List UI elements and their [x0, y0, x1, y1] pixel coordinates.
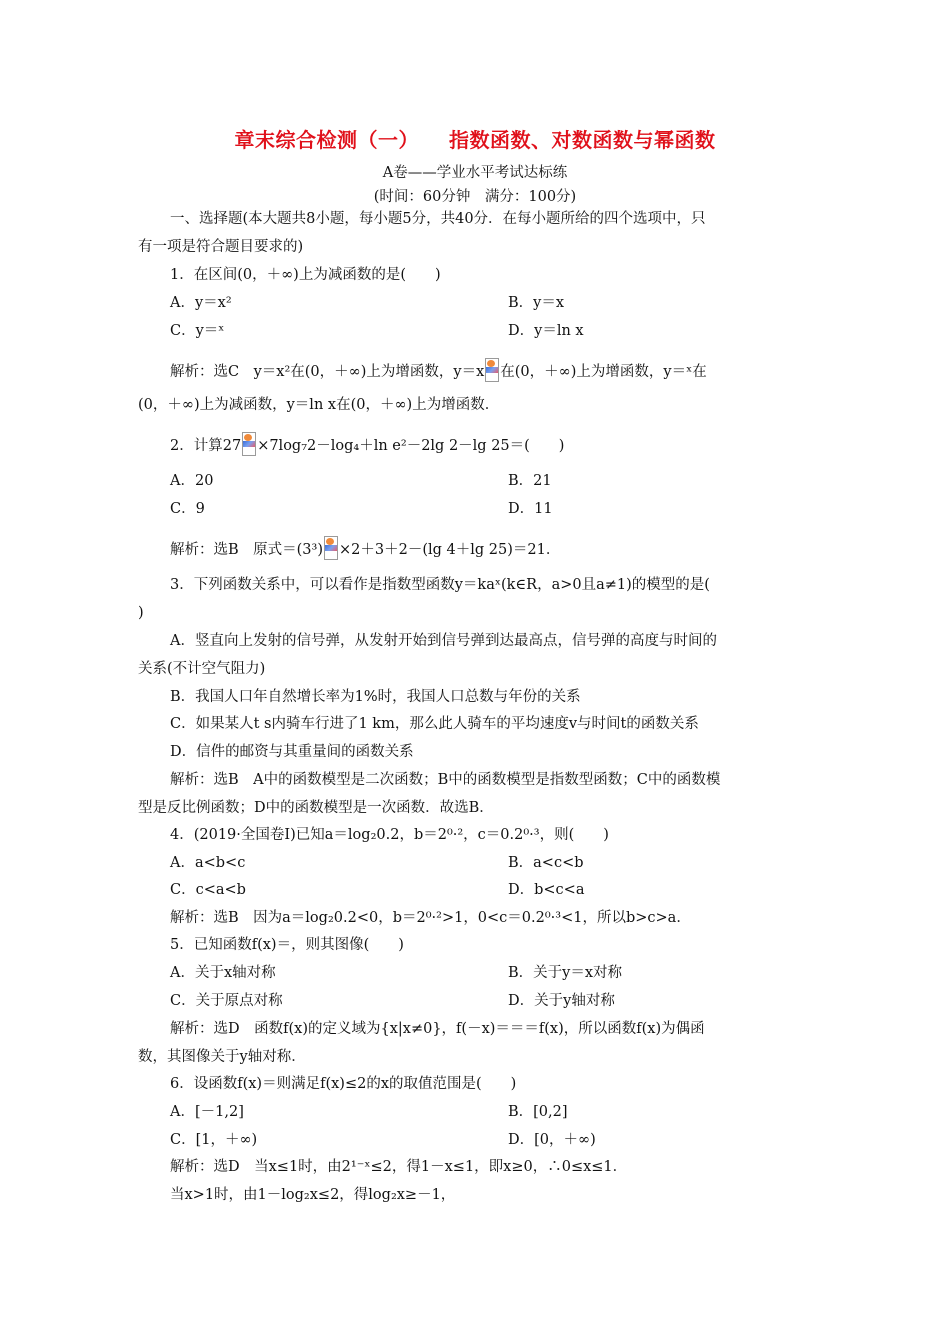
- q1-solution-part-2: 在(0，＋∞)上为增函数，y＝ˣ在: [500, 364, 707, 380]
- q4-option-d: D．b<c<a: [508, 882, 585, 898]
- q1-option-b: B．y＝x: [508, 295, 565, 311]
- q1-solution-line-2: (0，＋∞)上为减函数，y＝ln x在(0，＋∞)上为增函数．: [138, 397, 500, 413]
- question-4: 4．(2019·全国卷Ⅰ)已知a＝log₂0.2，b＝2⁰·²，c＝0.2⁰·³，则( ): [170, 827, 609, 843]
- q5-option-b: B．关于y＝x对称: [508, 965, 623, 981]
- q6-option-a: A．[－1,2]: [170, 1104, 244, 1120]
- q4-option-c: C．c<a<b: [170, 882, 246, 898]
- chapter-title: [0, 124, 950, 153]
- section-heading-line-2: 有一项是符合题目要求的): [138, 239, 304, 255]
- section-subtitle: A卷——学业水平考试达标练: [382, 165, 568, 181]
- title-part-2: 指数函数、对数函数与幂函数: [449, 128, 716, 152]
- q6-option-d: D．[0，＋∞): [508, 1132, 596, 1148]
- q3-solution-line-1: 解析：选B A中的函数模型是二次函数；B中的函数模型是指数型函数；C中的函数模: [170, 772, 721, 788]
- formula-image-icon: [485, 358, 499, 382]
- question-6: 6．设函数f(x)＝则满足f(x)≤2的x的取值范围是( ): [170, 1076, 517, 1092]
- q2-option-a: A．20: [170, 473, 214, 489]
- question-3-line-2: ): [138, 605, 144, 621]
- q4-solution: 解析：选B 因为a＝log₂0.2<0，b＝2⁰·²>1，0<c＝0.2⁰·³<1，所以b>c>a．: [170, 910, 691, 926]
- q5-option-d: D．关于y轴对称: [508, 993, 615, 1009]
- q1-option-d: D．y＝ln x: [508, 323, 584, 339]
- q3-option-a-line-2: 关系(不计空气阻力): [138, 661, 266, 677]
- section-heading-line-1: 一、选择题(本大题共8小题，每小题5分，共40分．在每小题所给的四个选项中，只: [170, 211, 706, 227]
- q1-option-a: A．y＝x²: [170, 295, 232, 311]
- question-1: 1．在区间(0，＋∞)上为减函数的是( ): [170, 267, 441, 283]
- q6-solution-line-1: 解析：选D 当x≤1时，由2¹⁻ˣ≤2，得1－x≤1，即x≥0，∴0≤x≤1．: [170, 1159, 628, 1175]
- q3-solution-line-2: 型是反比例函数；D中的函数模型是一次函数．故选B．: [138, 800, 494, 816]
- question-5: 5．已知函数f(x)＝，则其图像( ): [170, 937, 404, 953]
- q2-option-c: C．9: [170, 501, 205, 517]
- q2-part-1: 2．计算27: [170, 438, 242, 454]
- q6-option-b: B．[0,2]: [508, 1104, 568, 1120]
- q3-option-a-line-1: A．竖直向上发射的信号弹，从发射开始到信号弹到达最高点，信号弹的高度与时间的: [170, 633, 717, 649]
- q2-option-d: D．11: [508, 501, 553, 517]
- q3-option-d: D．信件的邮资与其重量间的函数关系: [170, 744, 414, 760]
- q2-option-b: B．21: [508, 473, 552, 489]
- q6-solution-line-2: 当x>1时，由1－log₂x≤2，得log₂x≥－1，: [170, 1187, 456, 1203]
- time-info: (时间：60分钟 满分：100分): [373, 189, 577, 205]
- q5-option-c: C．关于原点对称: [170, 993, 283, 1009]
- q2-solution-part-2: ×2＋3＋2－(lg 4＋lg 25)＝21．: [339, 542, 561, 558]
- q2-part-2: ×7log₇2－log₄＋ln e²－2lg 2－lg 25＝( ): [257, 438, 565, 454]
- q5-option-a: A．关于x轴对称: [170, 965, 276, 981]
- q4-option-a: A．a<b<c: [170, 855, 246, 871]
- formula-image-icon: [242, 432, 256, 456]
- question-3-line-1: 3．下列函数关系中，可以看作是指数型函数y＝kaˣ(k∈R，a>0且a≠1)的模型的是(: [170, 577, 710, 593]
- q2-solution: [170, 536, 560, 560]
- q1-solution-line-1: [170, 358, 707, 382]
- q5-solution-line-2: 数，其图像关于y轴对称．: [138, 1049, 306, 1065]
- q2-solution-part-1: 解析：选B 原式＝(3³): [170, 542, 324, 558]
- q1-solution-part-1: 解析：选C y＝x²在(0，＋∞)上为增函数，y＝x: [170, 364, 485, 380]
- q6-option-c: C．[1，＋∞): [170, 1132, 258, 1148]
- q1-option-c: C．y＝ˣ: [170, 323, 225, 339]
- q3-option-c: C．如果某人t s内骑车行进了1 km，那么此人骑车的平均速度v与时间t的函数关系: [170, 716, 699, 732]
- q4-option-b: B．a<c<b: [508, 855, 584, 871]
- question-2: [170, 432, 564, 456]
- title-part-1: 章末综合检测（一）: [234, 128, 419, 152]
- formula-image-icon: [324, 536, 338, 560]
- q3-option-b: B．我国人口年自然增长率为1%时，我国人口总数与年份的关系: [170, 689, 581, 705]
- q5-solution-line-1: 解析：选D 函数f(x)的定义域为{x|x≠0}，f(－x)＝＝＝f(x)，所以函数f(x)为偶函: [170, 1021, 705, 1037]
